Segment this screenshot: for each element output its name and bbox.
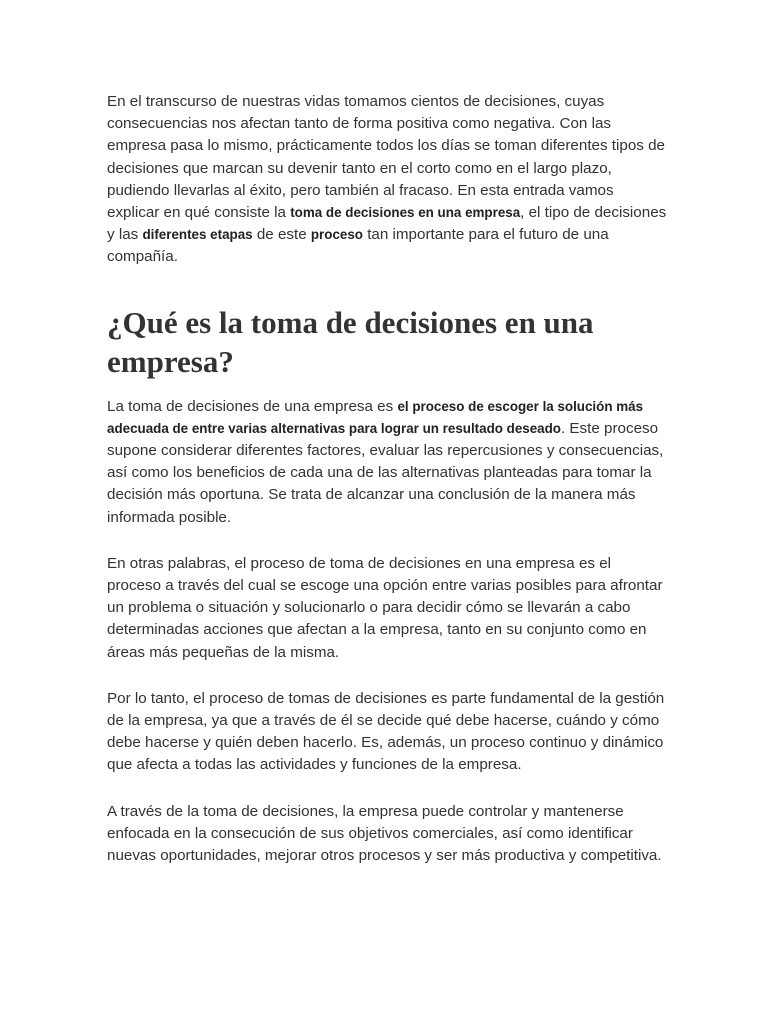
paragraph-other-words: En otras palabras, el proceso de toma de decisiones en una empresa es el proceso a través del cual se escoge una opción entre varias posibles para afrontar un problema o situación y solucionarlo o para decidir cómo se llevarán a cabo determinadas acciones que afectan a la empresa, tanto en su conjunto como en áreas más pequeñas de la misma.	[107, 554, 663, 661]
definition-bold: el proceso de escoger la solución más adecuada de entre varias alternativas para lograr un resultado deseado	[107, 398, 644, 436]
intro-text-3: de este	[252, 226, 311, 244]
paragraph-through: A través de la toma de decisiones, la empresa puede controlar y mantenerse enfocada en la consecución de sus objetivos comerciales, así como identificar nuevas oportunidades, mejorar otros procesos y ser más productiva y competitiva.	[107, 802, 662, 865]
definition-text-2: . Este proceso supone considerar diferentes factores, evaluar las repercusiones y consecuencias, así como los beneficios de cada una de las alternativas planteadas para tomar la decisión más oportuna. Se trata de alcanzar una conclusión de la manera más informada posible.	[107, 419, 664, 526]
intro-text-1: En el transcurso de nuestras vidas tomamos cientos de decisiones, cuyas consecuencias nos afectan tanto de forma positiva como negativa. Con las empresa pasa lo mismo, prácticamente todos los días se toman diferentes tipos de decisiones que marcan su devenir tanto en el corto como en el largo plazo, pudiendo llevarlas al éxito, pero también al fracaso. En esta entrada vamos explicar en qué consiste la	[107, 93, 665, 222]
intro-text-2: , el tipo de decisiones y las	[107, 204, 667, 244]
intro-bold-1: toma de decisiones en una empresa	[290, 205, 521, 221]
section-heading: ¿Qué es la toma de decisiones en una empresa?	[107, 304, 594, 379]
intro-paragraph	[107, 91, 667, 269]
intro-bold-3: proceso	[310, 227, 363, 243]
paragraph-therefore: Por lo tanto, el proceso de tomas de decisiones es parte fundamental de la gestión de la empresa, ya que a través de él se decide qué debe hacerse, cuándo y cómo debe hacerse y quién deben hacerlo. Es, además, un proceso continuo y dinámico que afecta a todas las actividades y funciones de la empresa.	[107, 689, 665, 774]
article-body	[107, 91, 667, 891]
intro-bold-2: diferentes etapas	[142, 227, 253, 243]
definition-text-1: La toma de decisiones de una empresa es	[107, 397, 398, 415]
definition-paragraph	[107, 396, 667, 529]
intro-text-4: tan importante para el futuro de una compañía.	[107, 226, 609, 266]
